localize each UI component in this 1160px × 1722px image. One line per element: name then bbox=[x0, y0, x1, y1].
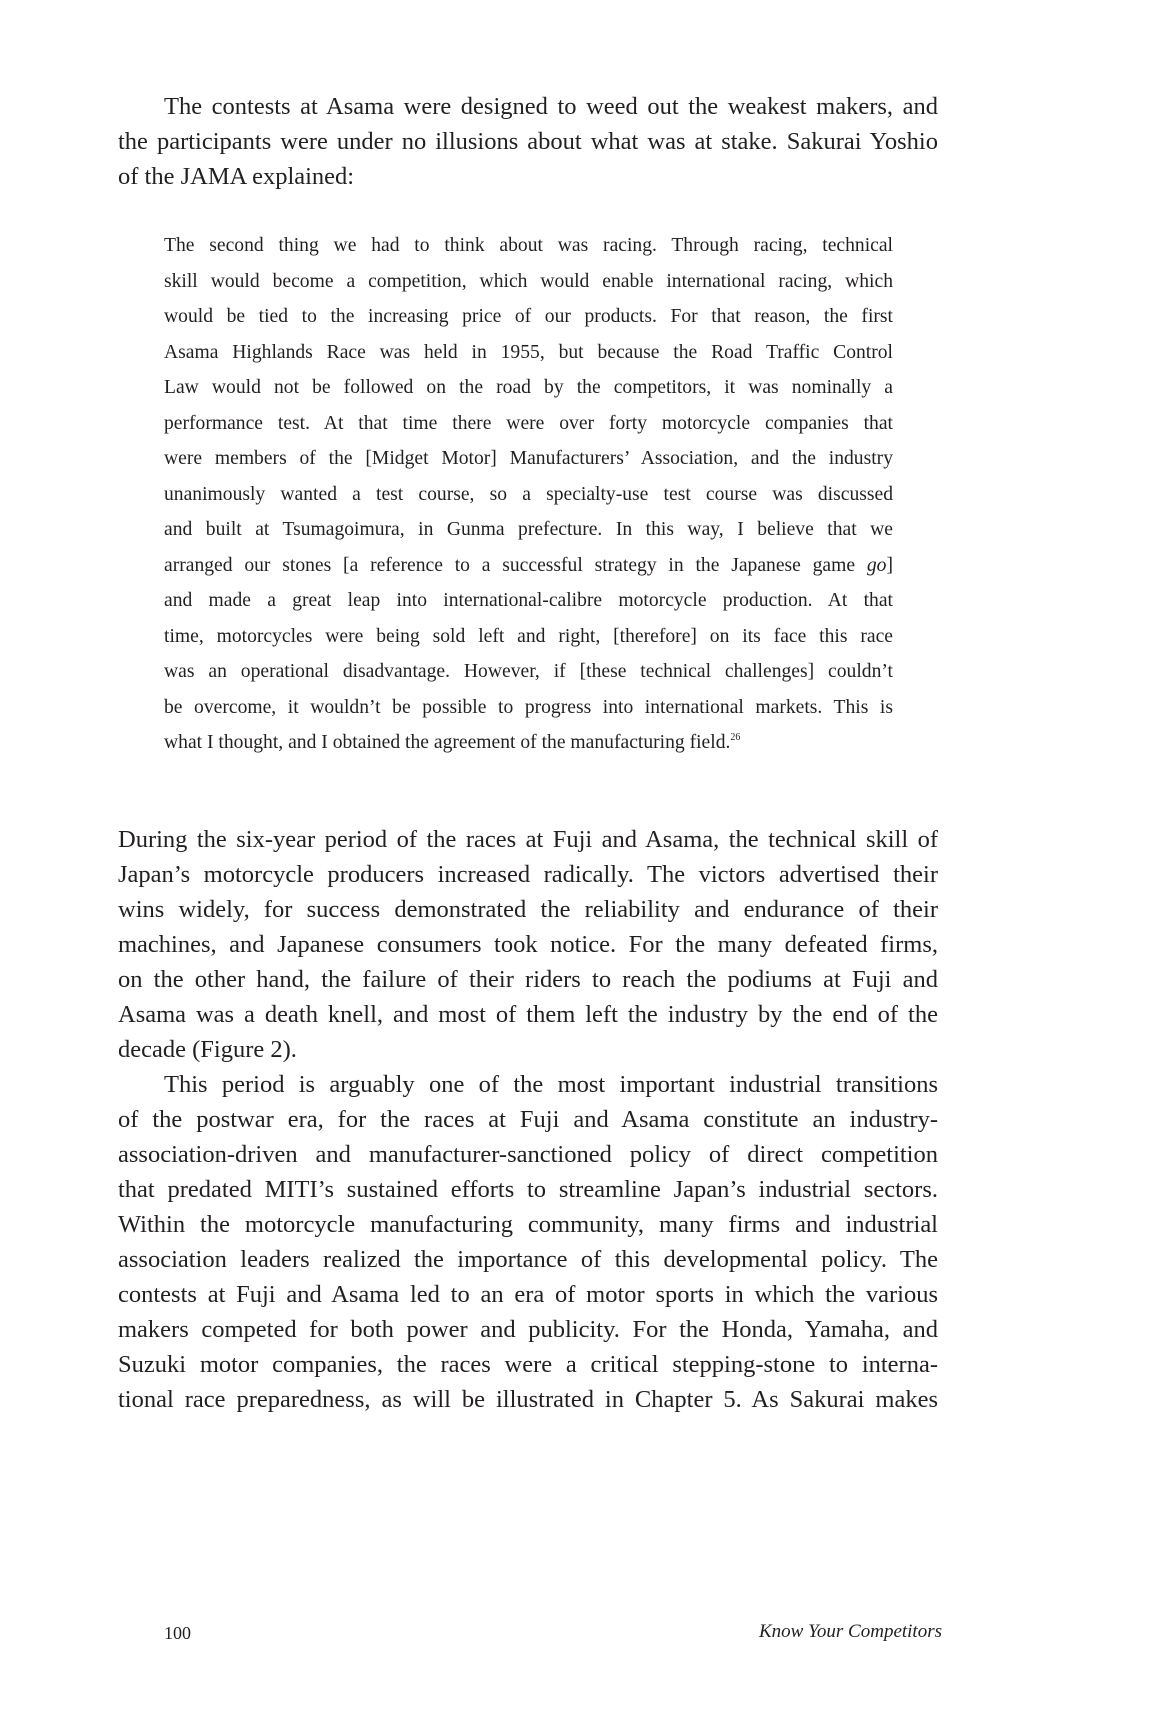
text-line: During the six-year period of the races at Fuji and Asama, the technical skill of bbox=[118, 826, 938, 853]
text-line: contests at Fuji and Asama led to an era of motor sports in which the various bbox=[118, 1281, 938, 1308]
bracket-close: ] bbox=[886, 554, 893, 576]
text-line: Japan’s motorcycle producers increased radically. The victors advertised their bbox=[118, 861, 938, 888]
quote-line: was an operational disadvantage. However, if [these technical challenges] couldn’t bbox=[164, 661, 893, 682]
quote-text: arranged our stones [a reference to a successful strategy in the Japanese game bbox=[164, 554, 867, 576]
quote-line: were members of the [Midget Motor] Manufacturers’ Association, and the industry bbox=[164, 448, 893, 469]
quote-line: skill would become a competition, which would enable international racing, which bbox=[164, 270, 893, 292]
text-line: Suzuki motor companies, the races were a critical stepping-stone to interna- bbox=[118, 1351, 938, 1378]
text-line: machines, and Japanese consumers took notice. For the many defeated firms, bbox=[118, 931, 938, 958]
quote-line bbox=[164, 548, 893, 584]
quote-line: Law would not be followed on the road by the competitors, it was nominally a bbox=[164, 377, 893, 398]
text-line: makers competed for both power and publicity. For the Honda, Yamaha, and bbox=[118, 1316, 938, 1343]
text-line: of the JAMA explained: bbox=[118, 163, 355, 190]
quote-text: what I thought, and I obtained the agreement of the manufacturing field. bbox=[164, 732, 731, 753]
quote-line: performance test. At that time there were over forty motorcycle companies that bbox=[164, 412, 893, 434]
text-line: decade (Figure 2). bbox=[118, 1036, 297, 1063]
text-line: Asama was a death knell, and most of them left the industry by the end of the bbox=[118, 1001, 938, 1028]
text-line: on the other hand, the failure of their riders to reach the podiums at Fuji and bbox=[118, 966, 938, 993]
quote-line: be overcome, it wouldn’t be possible to progress into international markets. This is bbox=[164, 696, 893, 718]
quote-line: unanimously wanted a test course, so a specialty-use test course was discussed bbox=[164, 483, 893, 505]
text-line: This period is arguably one of the most important industrial transitions bbox=[164, 1071, 938, 1098]
quote-line: Asama Highlands Race was held in 1955, but because the Road Traffic Control bbox=[164, 341, 893, 363]
text-line: tional race preparedness, as will be illustrated in Chapter 5. As Sakurai makes bbox=[118, 1386, 938, 1413]
text-line: Within the motorcycle manufacturing community, many firms and industrial bbox=[118, 1211, 938, 1238]
text-line: association-driven and manufacturer-sanctioned policy of direct competition bbox=[118, 1141, 938, 1168]
text-line: of the postwar era, for the races at Fuji and Asama constitute an industry- bbox=[118, 1106, 938, 1133]
quote-line: time, motorcycles were being sold left and right, [therefore] on its face this race bbox=[164, 625, 893, 647]
quote-line: and made a great leap into international-calibre motorcycle production. At that bbox=[164, 590, 893, 611]
italic-term: go bbox=[866, 554, 887, 576]
running-title: Know Your Competitors bbox=[758, 1621, 942, 1642]
quote-line bbox=[164, 725, 893, 761]
text-line: the participants were under no illusions about what was at stake. Sakurai Yoshio bbox=[118, 128, 938, 155]
quote-line: would be tied to the increasing price of our products. For that reason, the first bbox=[164, 306, 893, 327]
footnote-marker[interactable]: 26 bbox=[730, 732, 741, 743]
text-line: wins widely, for success demonstrated the reliability and endurance of their bbox=[118, 896, 938, 923]
text-line: association leaders realized the importance of this developmental policy. The bbox=[118, 1246, 938, 1273]
quote-line: and built at Tsumagoimura, in Gunma prefecture. In this way, I believe that we bbox=[164, 519, 893, 540]
text-line: The contests at Asama were designed to weed out the weakest makers, and bbox=[164, 93, 938, 120]
text-line: that predated MITI’s sustained efforts to streamline Japan’s industrial sectors. bbox=[118, 1176, 938, 1203]
page-number: 100 bbox=[164, 1623, 191, 1643]
quote-line: The second thing we had to think about was racing. Through racing, technical bbox=[164, 235, 893, 256]
